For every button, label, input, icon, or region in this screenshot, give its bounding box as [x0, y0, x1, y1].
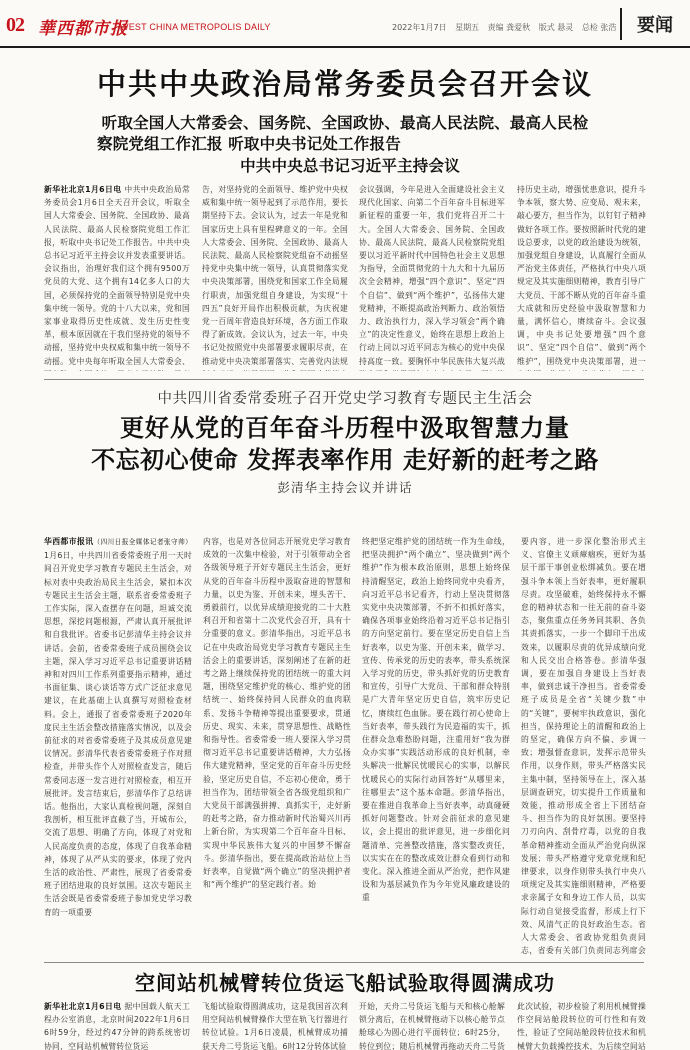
article3-dateline: 新华社北京1月6日电 [44, 1002, 122, 1011]
article1-column-1 [44, 183, 190, 371]
proof-credit: 总检 张浩 [581, 23, 617, 32]
article3-column-2 [202, 1000, 348, 1050]
article2-column-2 [203, 535, 351, 955]
newspaper-logo: 華西都市报 [38, 19, 128, 39]
page-number: 02 [6, 14, 24, 36]
article3-column-3-text: 开始，天舟二号货运飞船与天和核心舱解锁分离后，在机械臂拖动下以核心舱节点舱球心为圆心进行平面转位；6时25分，转位到位；随后机械臂再拖动天舟二号货 [359, 1002, 505, 1050]
section-divider [44, 379, 644, 380]
article2-dateline: 华西都市报讯 [44, 537, 94, 546]
article1-column-2-text: 告，对坚持党的全面领导、维护党中央权威和集中统一领导起到了示范作用，要长期坚持下去。会议认为，过去一年是党和国家历史上具有里程碑意义的一年。全国人大常委会、国务院、全国政协、最高人民法院、最高人民检察院党组奋不动摇坚持党中央集中统一领导，认真贯彻落实党中央决策部署，围绕党和国家工作全局履行职责，加强党组自身建设，为实现“十四五”良好开局作出积极贡献，为庆祝建党一百周年营造良好环境，各方面工作取得了新成效。会议认为，过去一年，中央书记处按照党中央部署要求履职尽责，在推动党中央决策部署落实、完善党内法规 [202, 185, 348, 366]
article2-kicker: 中共四川省委常委班子召开党史学习教育专题民主生活会 [157, 391, 533, 407]
article1-column-3-text: 会议强调，今年是进入全面建设社会主义现代化国家、向第二个百年奋斗目标进军新征程的重要一年，我们党将召开二十大。全国人大常委会、国务院、全国政协、最高人民法院、最高人民检察院党组要以习近平新时代中国特色社会主义思想为指导，全面贯彻党的十九大和十九届历次全会精神，增强“四个意识”、坚定“四个自信”、做到“两个维护”，弘扬伟大建党精神，不断提高政治判断力、政治领悟力、政治执行力，深入学习领会“两个确立”的决定性意义，始终在思想上政治上行动上同以习近平同志为核心的党中央保持高度一致。要胸怀中华民族伟大复兴战 [359, 185, 505, 366]
article1-column-3 [359, 183, 505, 371]
article2-byline: 彭清华主持会议并讲话 [277, 480, 413, 495]
article1-headline: 中共中央政治局常务委员会召开会议 [96, 67, 593, 101]
editor-credit: 责编 龚爱秋 [487, 23, 531, 32]
article2-reporter: （四川日报全媒体记者张守帅） [93, 538, 192, 546]
article2-column-1-text: 1月6日，中共四川省委常委班子用一天时间召开党史学习教育专题民主生活会，对标对表中央政治局民主生活会，紧扣本次专题民主生活会主题，联系省委常委班子工作实际，深入查摆存在问题，坦诚交流思想，深挖问题根源，严肃认真开展批评和自我批评。省委书记彭清华主持会议并讲话。会前，省委常委班子成员围绕会议主题，深入学习习近平总书记重要讲话精神和对四川工作系列重要指示精神，通过书面征集、谈心谈话等方式广泛征求意见建议，在此基础上认真撰写对照检查材料。会上，通报了省委常委班子2020年度民主生活会整改措施落实情况，以及会前征求的对省委常委班子及其成员意见建议情况。彭清华代表省委常委班子作对照检查，并带头作个人对照检查发言，随后常委同志逐一发言进行对照检查，相互开展批评。发言结束后，彭清华作了总结讲话。他指出，大家认真检视问题，深刻自我剖析，相互批评直截了当，开城布公，交流了思想、明确了方向，体现了对党和人民高度负责的态度，体现了自我革命精神，体现了从严从实的要求，体现了党内生活的政治性、严肃性，展现了省委常委班子团结进取的良好氛围。这次专题民主生活会既是省委常委班子参加党史学习教育的一项重要 [44, 551, 192, 917]
article2-headline-line1: 更好从党的百年奋斗历程中汲取智慧力量 [120, 414, 570, 442]
issue-date: 2022年1月7日 [392, 23, 447, 32]
article2-column-3-text: 终把坚定维护党的团结统一作为生命线，把坚决拥护“两个确立”、坚决做到“两个维护”作为根本政治原则，思想上始终保持清醒坚定，政治上始终同党中央看齐，向习近平总书记看齐，行动上坚决贯彻落实党中央决策部署，不折不扣抓好落实，确保各项事业始终沿着习近平总书记指引的方向坚定前行。要在坚定历史自信上当好表率，以史为鉴、开创未来，做学习、宣传、传承党的历史的表率，带头系统深入学习党的历史，带头抓好党的历史教育和宣传，引导广大党员、干部和群众特别是广大青年坚定历史自信，筑牢历史记忆，赓续红色血脉。要在践行初心使命上当好表率，带头践行为民造福的实干，抓住群众急难愁盼问题，注重用好“我为群众办实事”实践活动形成的良好机制，牵头解决一批解民忧暖民心的实事，以解民忧暖民心的实际行动回答好“从哪里来，往哪里去”这个基本命题。彭清华指出，要在推进自我革命上当好表率，动真碰硬抓好问题整改。针对会前征求的意见建议，会上提出的批评意见，进一步细化问题清单、完善整改措施，落实整改责任，以实实在在的整改成效让群众看到行动和变化。深入推进全面从严治党，把作风建设和为基层减负作为今年党风廉政建设的重 [362, 537, 510, 903]
issue-info [392, 22, 622, 33]
article3-column-1 [44, 1000, 190, 1050]
article1-subtitle-line1: 听取全国人大常委会、国务院、全国政协、最高人民法院、最高人民检 [101, 114, 589, 132]
issue-weekday: 星期五 [455, 23, 480, 32]
article2-column-1 [44, 535, 192, 955]
article3-headline: 空间站机械臂转位货运飞船试验取得圆满成功 [135, 971, 555, 995]
article1-column-1-text: 中共中央政治局常务委员会1月6日全天召开会议，听取全国人大常委会、国务院、全国政协、最高人民法院、最高人民检察院党组工作汇报，听取中央书记处工作报告。中共中央总书记习近平主持会议并发表重要讲话。会议指出，治理好我们这个拥有9500万党员的大党、这个拥有14亿多人口的大国，必须保持党的全面领导特别是党中央集中统一领导。党的十八大以来，党和国家事业取得历史性成就、发生历史性变革，根本原因就在于我们坚持党的领导不动摇，坚持党中央权威和集中统一领导不动摇。党中央每年听取全国人大常委会、 [44, 185, 190, 366]
newspaper-english-name: WEST CHINA METROPOLIS DAILY [120, 22, 271, 32]
article1-column-4-text: 持历史主动，增强忧患意识，提升斗争本领，察大势、应变局、观未来，敲心要方，担当作为，以钉钉子精神做好各项工作。要按照新时代党的建设总要求，以党的政治建设为统领，加强党组自身建设，认真履行全面从严治党主体责任，严格执行中央八项规定及其实施细则精神，教育引导广大党员、干部不断从党的百年奋斗重大成就和历史经验中汲取智慧和力量，满怀信心，赓续奋斗。会议强调，中央书记处要增强“四个意识”、坚定“四个自信”、做到“两个维护”，围绕党中央决策部署，进一 [517, 185, 646, 366]
article2-column-3 [362, 535, 510, 955]
layout-credit: 版式 悬灵 [538, 23, 574, 32]
article1-column-4 [517, 183, 646, 371]
article3-column-3 [359, 1000, 505, 1050]
article1-subtitle-line2: 察院党组工作汇报 听取中央书记处工作报告 [97, 135, 401, 153]
article3-column-2-text: 飞船试验取得圆满成功，这是我国首次利用空间站机械臂操作大型在轨飞行器进行转位试验。1月6日凌晨，机械臂成功捕获天舟二号货运飞船。6时12分转体试验 [202, 1002, 348, 1050]
article3-column-4 [517, 1000, 646, 1050]
masthead [0, 0, 690, 48]
article3-column-4-text: 此次试验，初步检验了利用机械臂操作空间站舱段转位的可行性和有效性，验证了空间站舱段转位技术和机械臂大负载操控技术，为后续空间站 [517, 1002, 646, 1050]
article3-column-1-text: 据中国载人航天工程办公室消息，北京时间2022年1月6日6时59分，经过约47分钟的跨系统密切协同，空间站机械臂转位货运 [44, 1002, 190, 1050]
article2-headline-line2: 不忘初心使命 发挥表率作用 走好新的赶考之路 [91, 446, 599, 474]
section-divider-2 [44, 962, 644, 963]
article1-column-2 [202, 183, 348, 371]
section-label: 要闻 [620, 8, 688, 40]
article2-column-4 [521, 535, 646, 955]
article1-subtitle-line3: 中共中央总书记习近平主持会议 [240, 157, 460, 175]
article1-dateline: 新华社北京1月6日电 [44, 185, 122, 194]
article2-column-4-text: 要内容，进一步深化整治形式主义、官僚主义顽瘴痼疾，更好为基层干部干事创业松绑减负。要在增强斗争本领上当好表率，更好履职尽责。攻坚破难，始终保持永不懈怠的精神状态和一往无前的奋斗姿态，聚焦重点任务务同其职、各负其责抓落实，一步一个脚印干出成效来，以履职尽责的优异成绩向党和人民交出合格答卷。彭清华强调，要在加强自身建设上当好表率，做到忠诚干净担当。省委常委班子成员是全省“关键少数”中的“关键”，要树牢执政意识，强化担当，保持理论上的清醒和政治上的坚定，确保方向不偏、步调一致；增强督查意识，发挥示范带头作用，以身作则，带头严格落实民主集中制，坚持领导在上，深入基层调查研究，切实提升工作质量和效能，推动形成全省上下团结奋斗、担当作为的良好氛围。要坚持刀刃向内、刮骨疗毒，以党的自我革命精神推动全面从严治党向纵深发展；带头严格遵守党章党规和纪律要求，以身作则带头执行中央八项规定及其实施细则精神，严格要求亲属子女和身边工作人员，以实际行动自觉接受监督，形成上行下效、风清气正的良好政治生态。省人大常委会、省政协党组负责同志，省委有关部门负责同志列席会 [521, 537, 646, 955]
article2-column-2-text: 内容，也是对各位同志开展党史学习教育成效的一次集中检验，对于引领带动全省各级领导班子开好专题民主生活会，更好从党的百年奋斗历程中汲取奋进的智慧和力量，以史为鉴、开创未来，埋头苦干、勇毅前行，以优异成绩迎接党的二十大胜利召开和省第十二次党代会召开，具有十分重要的意义。彭清华指出，习近平总书记在中央政治局党史学习教育专题民主生活会上的重要讲话，深刻阐述了在新的赶考之路上继续保持党的团结统一的重大问题，围绕坚定维护党的核心、维护党的团结统一、始终保持同人民群众的血肉联系、发扬斗争精神等提出重要要求，贯通历史、现实、未来，贯穿思想性、战略性和指导性。省委常委一班人要深入学习贯彻习近平总书记重要讲话精神，大力弘扬伟大建党精神，坚定党的百年奋斗历史经验，坚定历史自信，不忘初心使命，勇于担当作为，团结带领全省各级党组织和广大党员干部满强拼搏、真抓实干，走好新的赶考之路，奋力推动新时代治蜀兴川再上新台阶，为实现第二个百年奋斗目标、实现中华民族伟大复兴的中国梦不懈奋斗。彭清华指出，要在提高政治站位上当好表率，自觉做“两个确立”的坚决拥护者和“两个维护”的坚定践行者。始 [203, 537, 351, 890]
